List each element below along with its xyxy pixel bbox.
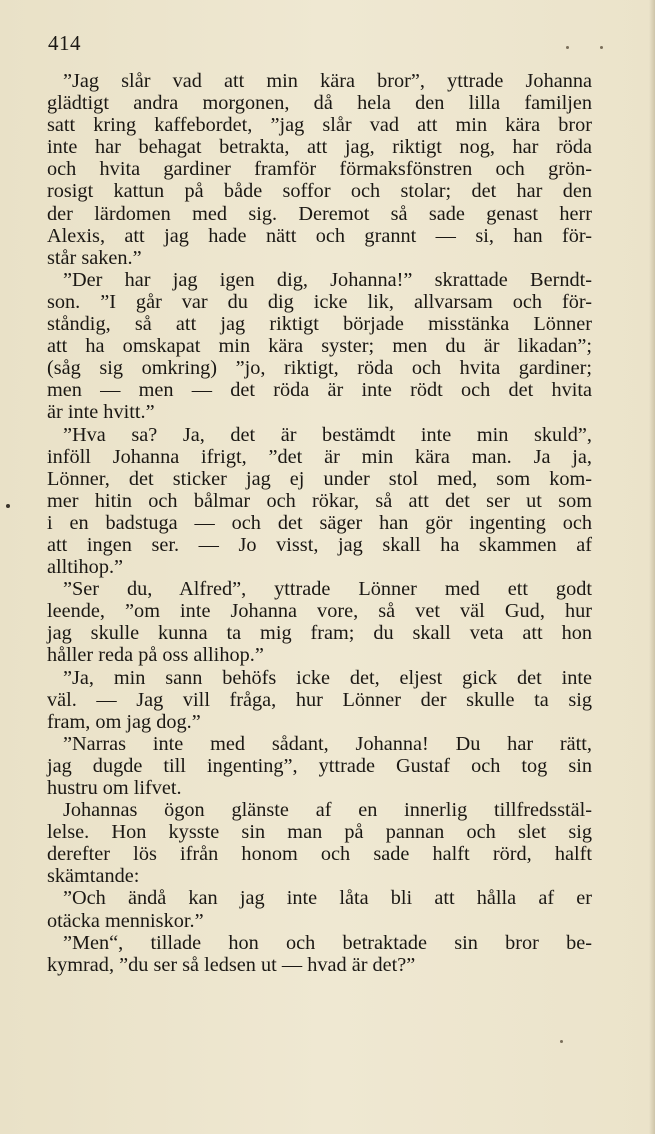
text-line: leende, ”om inte Johanna vore, så vet väl Gud, hur xyxy=(47,600,592,623)
text-line: derefter lös ifrån honom och sade halft rörd, halft xyxy=(47,843,592,866)
text-line: jag dugde till ingenting”, yttrade Gustaf och tog sin xyxy=(47,754,592,777)
text-line: och hvita gardiner framför förmaksfönstren och grön- xyxy=(47,158,592,181)
text-line: jag skulle kunna ta mig fram; du skall veta att hon xyxy=(47,622,592,645)
text-line: ”Ser du, Alfred”, yttrade Lönner med ett godt xyxy=(63,578,592,601)
text-line: inföll Johanna ifrigt, ”det är min kära man. Ja ja, xyxy=(47,445,592,468)
text-line: ”Jag slår vad att min kära bror”, yttrade Johanna xyxy=(63,70,592,92)
text-line: kymrad, ”du ser så ledsen ut — hvad är det?” xyxy=(47,953,416,976)
text-line: son. ”I går var du dig icke lik, allvarsam och för- xyxy=(47,290,592,313)
text-line: (såg sig omkring) ”jo, riktigt, röda och hvita gardiner; xyxy=(47,357,592,380)
text-line: satt kring kaffebordet, ”jag slår vad att min kära bror xyxy=(47,114,592,137)
text-line: inte har behagat betrakta, att jag, riktigt nog, har röda xyxy=(47,136,592,159)
text-line: väl. — Jag vill fråga, hur Lönner der skulle ta sig xyxy=(47,688,592,711)
text-line: mer hitin och bålmar och rökar, så att det ser ut som xyxy=(47,489,592,512)
text-line: att ingen ser. — Jo visst, jag skall ha skammen af xyxy=(47,533,592,556)
text-line: ”Narras inte med sådant, Johanna! Du har rätt, xyxy=(63,732,592,755)
text-line: står saken.” xyxy=(47,246,142,269)
text-line: otäcka menniskor.” xyxy=(47,909,204,932)
text-line: ”Men“, tillade hon och betraktade sin bror be- xyxy=(63,931,592,954)
text-line: ”Ja, min sann behöfs icke det, eljest gick det inte xyxy=(63,666,592,689)
text-line: ståndig, så att jag riktigt började misstänka Lönner xyxy=(47,313,592,336)
text-line: der lärdomen med sig. Deremot så sade genast herr xyxy=(47,202,592,225)
text-line: i en badstuga — och det säger han gör ingenting och xyxy=(47,511,592,534)
page-number: 414 xyxy=(48,31,81,55)
text-line: fram, om jag dog.” xyxy=(47,710,201,733)
text-line: ”Och ändå kan jag inte låta bli att hålla af er xyxy=(63,887,592,910)
text-line: glädtigt andra morgonen, då hela den lilla familjen xyxy=(47,92,592,115)
text-line: men — men — det röda är inte rödt och det hvita xyxy=(47,379,592,402)
text-line: hustru om lifvet. xyxy=(47,777,182,799)
text-line: alltihop.” xyxy=(47,556,124,579)
text-line: ”Hva sa? Ja, det är bestämdt inte min skuld”, xyxy=(63,423,592,446)
text-line: är inte hvitt.” xyxy=(47,401,155,424)
text-line: lelse. Hon kysste sin man på pannan och slet sig xyxy=(47,821,592,844)
text-line: rosigt kattun på både soffor och stolar; det har den xyxy=(47,180,592,203)
paper-speck xyxy=(566,46,569,49)
paper-speck xyxy=(560,1040,563,1043)
text-line: Alexis, att jag hade nätt och grannt — si, han för- xyxy=(47,224,592,247)
text-line: att ha omskapat min kära syster; men du är likadan”; xyxy=(47,335,592,358)
text-line: Lönner, det sticker jag ej under stol med, som kom- xyxy=(47,467,592,490)
margin-ink-dot xyxy=(6,504,10,508)
paper-speck xyxy=(600,46,603,49)
text-line: håller reda på oss allihop.” xyxy=(47,644,264,667)
body-text xyxy=(47,70,592,976)
text-line: Johannas ögon glänste af en innerlig tillfredsstäl- xyxy=(63,799,592,822)
page-edge-shadow xyxy=(649,0,655,1134)
text-line: skämtande: xyxy=(47,865,140,888)
text-line: ”Der har jag igen dig, Johanna!” skrattade Berndt- xyxy=(63,268,592,291)
